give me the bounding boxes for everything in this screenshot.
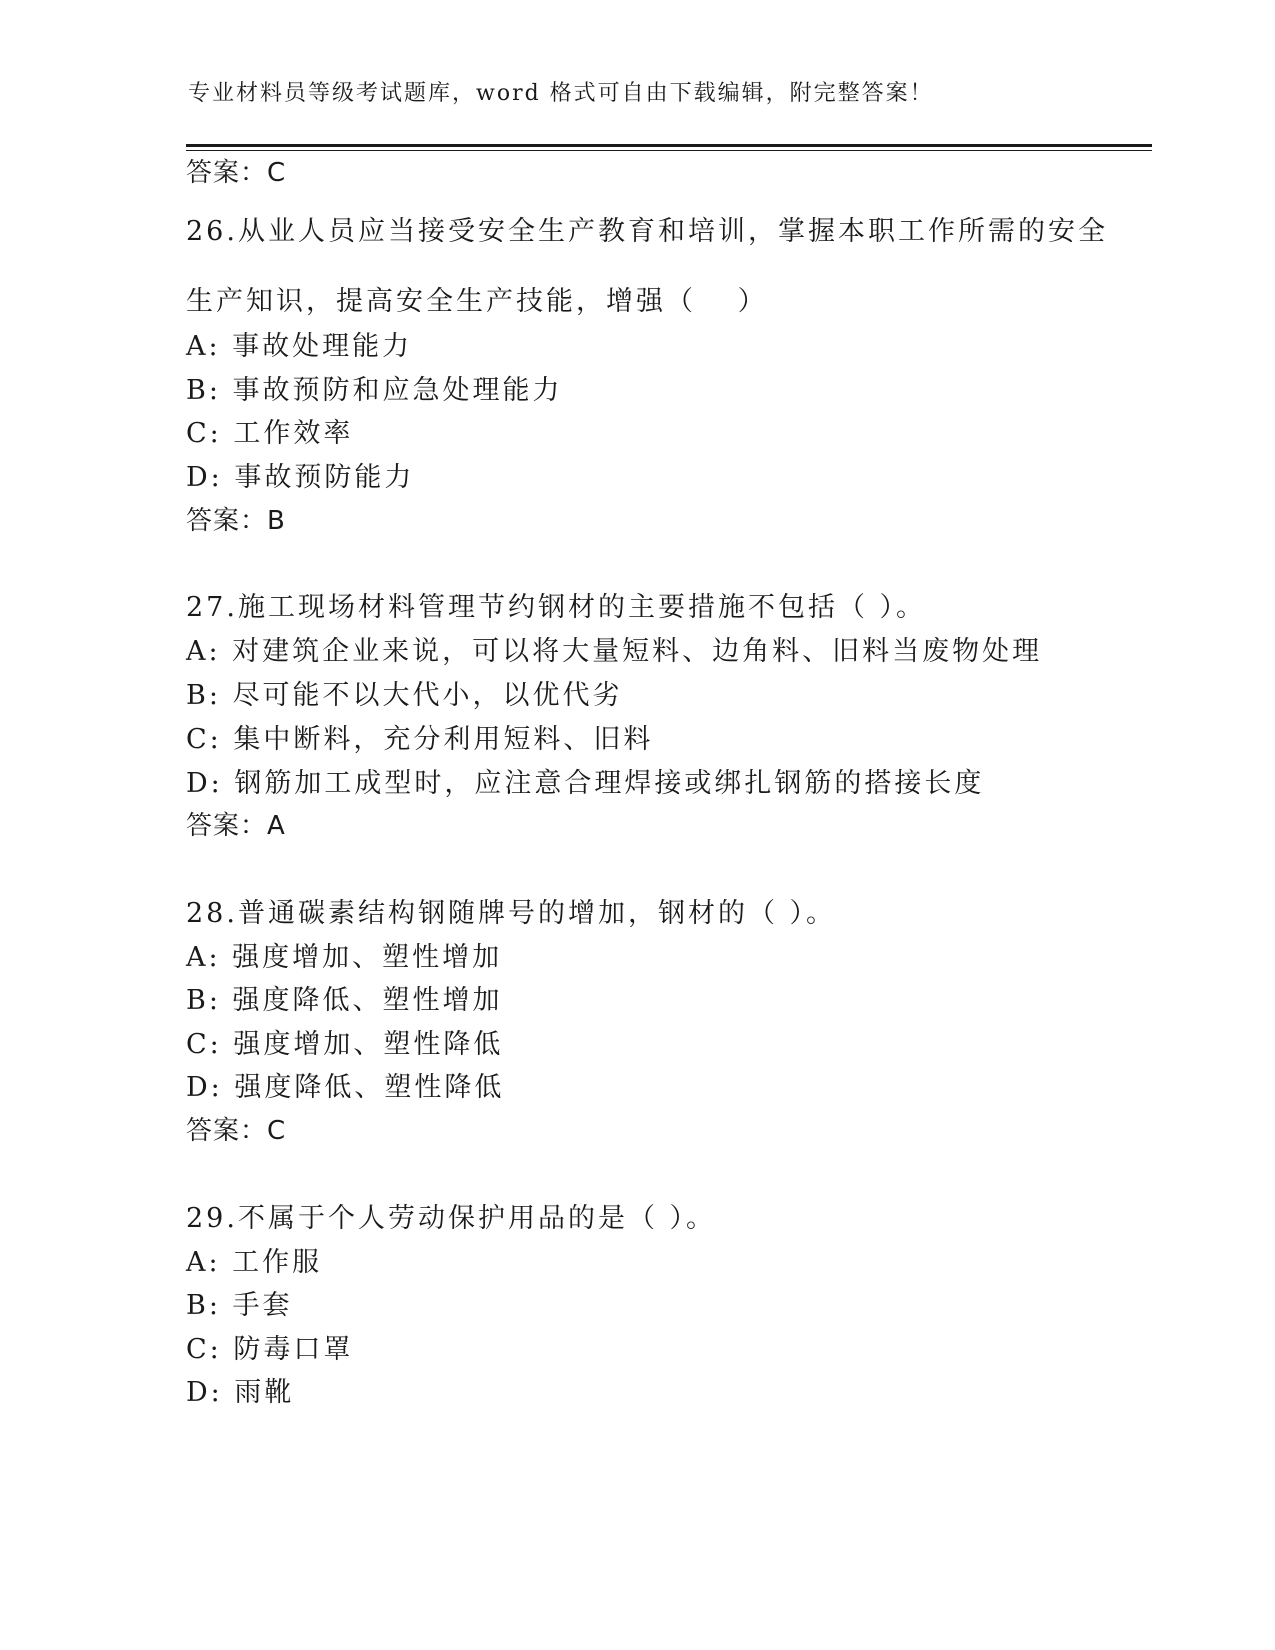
page-header: 专业材料员等级考试题库，word 格式可自由下载编辑，附完整答案！ (188, 81, 934, 106)
option-a: A: 对建筑企业来说，可以将大量短料、边角料、旧料当废物处理 (186, 636, 1043, 667)
question-stem: 29.不属于个人劳动保护用品的是（ ）。 (186, 1203, 717, 1234)
question-stem: 28.普通碳素结构钢随牌号的增加，钢材的（ ）。 (186, 898, 837, 929)
question-stem: 27.施工现场材料管理节约钢材的主要措施不包括（ ）。 (186, 592, 927, 623)
option-c: C: 强度增加、塑性降低 (186, 1029, 504, 1060)
answer-line: 答案：B (186, 506, 286, 536)
option-c: C: 集中断料，充分利用短料、旧料 (186, 724, 654, 755)
option-b: B: 尽可能不以大代小，以优代劣 (186, 680, 623, 711)
option-a: A: 工作服 (186, 1247, 323, 1278)
option-d: D: 钢筋加工成型时，应注意合理焊接或绑扎钢筋的搭接长度 (186, 768, 985, 799)
option-b: B: 强度降低、塑性增加 (186, 985, 503, 1016)
option-c: C: 防毒口罩 (186, 1334, 354, 1365)
option-b: B: 事故预防和应急处理能力 (186, 375, 563, 406)
answer-line: 答案：C (186, 158, 287, 188)
option-d: D: 雨靴 (186, 1377, 295, 1408)
option-b: B: 手套 (186, 1290, 293, 1321)
answer-line: 答案：A (186, 811, 286, 841)
option-c: C: 工作效率 (186, 418, 354, 449)
option-a: A: 强度增加、塑性增加 (186, 942, 503, 973)
header-divider (186, 144, 1152, 151)
question-stem: 生产知识，提高安全生产技能，增强（ ） (186, 286, 768, 317)
option-a: A: 事故处理能力 (186, 331, 413, 362)
option-d: D: 事故预防能力 (186, 462, 415, 493)
question-stem: 26.从业人员应当接受安全生产教育和培训，掌握本职工作所需的安全 (186, 216, 1108, 247)
answer-line: 答案：C (186, 1116, 287, 1146)
option-d: D: 强度降低、塑性降低 (186, 1072, 505, 1103)
